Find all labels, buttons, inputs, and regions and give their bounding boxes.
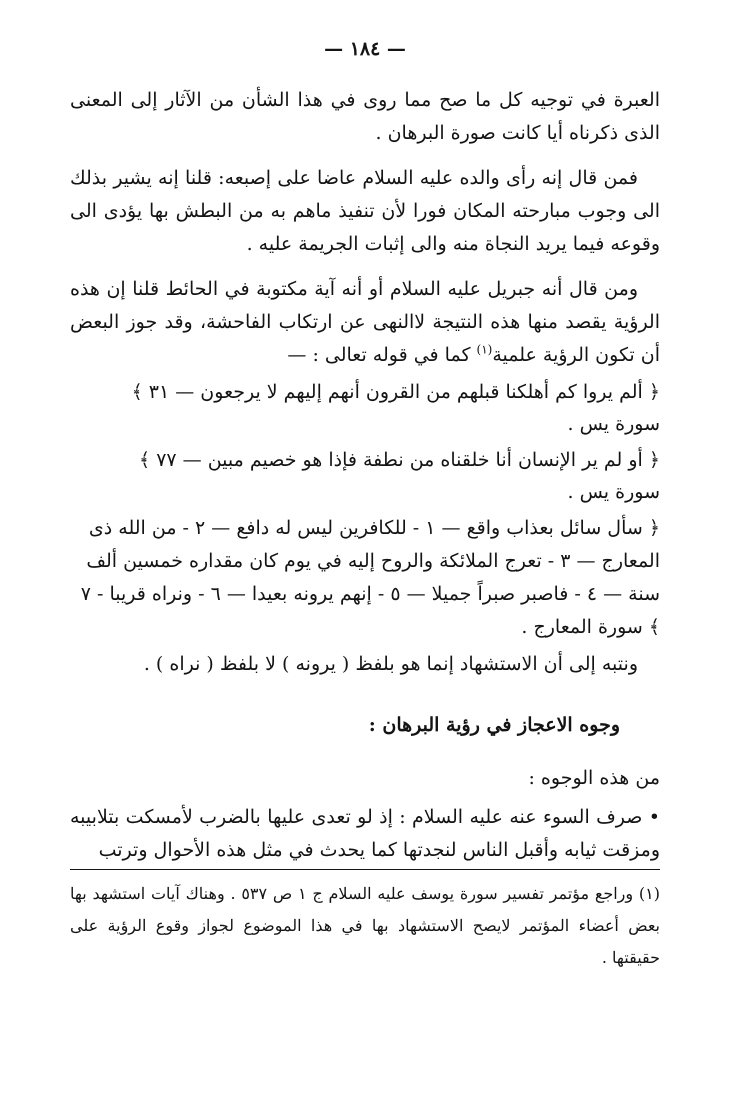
note-line: ونتبه إلى أن الاستشهاد إنما هو بلفظ ( يرونه ) لا بلفظ ( نراه ) .	[143, 653, 638, 675]
footnote-marker: (١)	[476, 342, 493, 357]
surah-reference-yasin-1: سورة يس .	[567, 413, 660, 435]
quran-verse-yasin-31: ﴿ ألم يروا كم أهلكنا قبلهم من القرون أنهم إليهم لا يرجعون — ٣١ ﴾	[131, 381, 660, 403]
sub-heading: من هذه الوجوه :	[528, 767, 660, 789]
section-heading: وجوه الاعجاز في رؤية البرهان :	[368, 714, 620, 736]
surah-reference-yasin-2: سورة يس .	[567, 481, 660, 503]
footnote-divider	[70, 869, 660, 870]
footnote: (١) وراجع مؤتمر تفسير سورة يوسف عليه السلام ج ١ ص ٥٣٧ . وهناك آيات استشهد بها بعض أعضاء المؤتمر لايصح الاستشهاد بها في هذا الموضوع لجواز وقوع الرؤية على حقيقتها .	[70, 884, 661, 967]
paragraph-gabriel-text: ومن قال أنه جبريل عليه السلام أو أنه آية مكتوبة في الحائط قلنا إن هذه الرؤية يقصد منها هذه النتيجة لاالنهى عن ارتكاب الفاحشة، وقد جوز البعض أن تكون الرؤية علمية	[70, 278, 660, 366]
quran-verses-maarij: ﴿ سأل سائل بعذاب واقع — ١ - للكافرين ليس له دافع — ٢ - من الله ذى المعارج — ٣ - تعرج الملائكة والروح إليه في يوم كان مقداره خمسين ألف سنة — ٤ - فاصبر صبراً جميلا — ٥ - إنهم يرونه بعيدا — ٦ - ونراه قريبا - ٧ ﴾ سورة المعارج .	[80, 517, 660, 638]
paragraph-gabriel-tail: كما في قوله تعالى : —	[287, 344, 477, 366]
quran-verse-yasin-77: ﴿ أو لم ير الإنسان أنا خلقناه من نطفة فإذا هو خصيم مبين — ٧٧ ﴾	[139, 449, 660, 471]
paragraph-intro: العبرة في توجيه كل ما صح مما روى في هذا الشأن من الآثار إلى المعنى الذى ذكرناه أيا كانت صورة البرهان .	[70, 89, 660, 144]
paragraph-father-vision: فمن قال إنه رأى والده عليه السلام عاضا على إصبعه: قلنا إنه يشير بذلك الى وجوب مبارحته المكان فورا لأن تنفيذ ماهم به من البطش بها يؤدى الى وقوعه فيما يريد النجاة منه والى إثبات الجريمة عليه .	[70, 167, 660, 255]
page-number: — ١٨٤ —	[324, 38, 406, 60]
paragraph-gabriel-vision	[70, 273, 660, 372]
bullet-paragraph: • صرف السوء عنه عليه السلام : إذ لو تعدى عليها بالضرب لأمسكت بتلابيبه ومزقت ثيابه وأقبل الناس لنجدتها كما يحدث في مثل هذه الأحوال وترتب	[70, 806, 660, 861]
